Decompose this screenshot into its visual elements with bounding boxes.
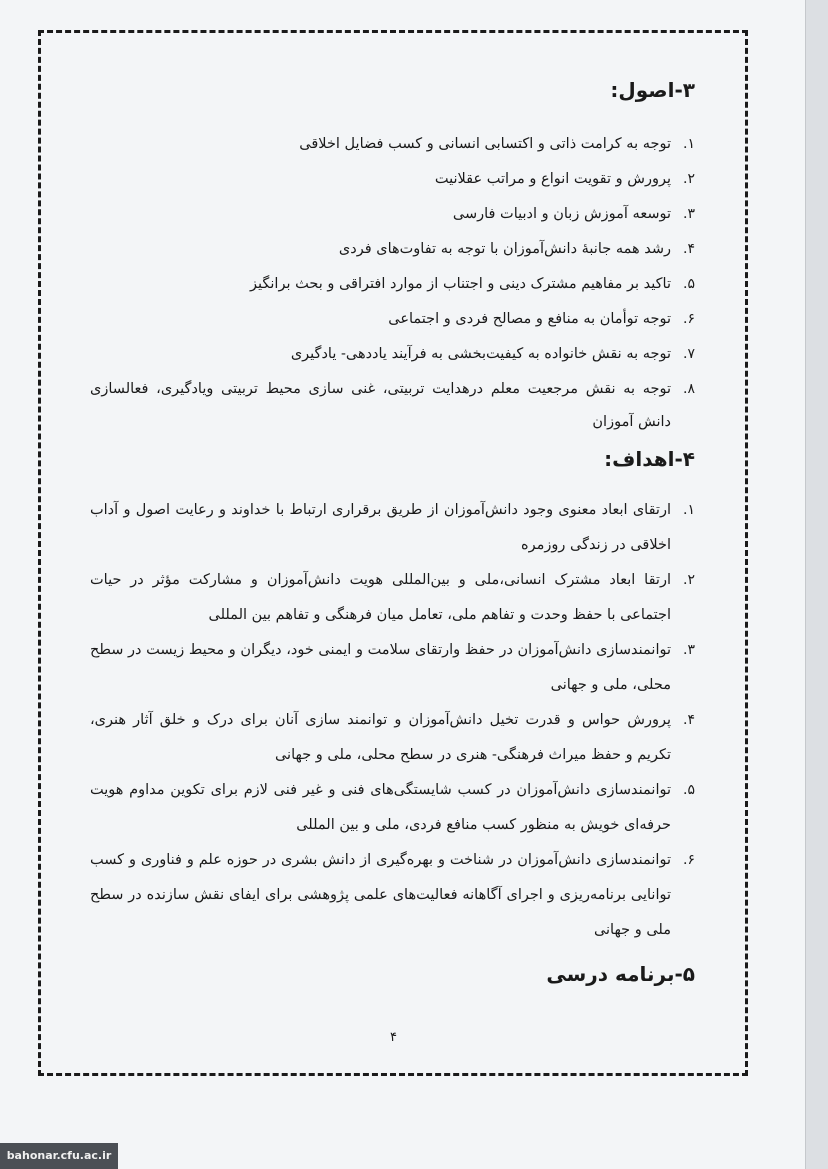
item-text: توانمندسازی دانش‌آموزان در شناخت و بهره‌گیری از دانش بشری در حوزه علم و فناوری و کسب توانایی برنامه‌ریزی و اجرای آگاهانه فعالیت‌های علمی پژوهشی برای ایفای نقش سازنده در سطح ملی و جهانی (90, 852, 671, 938)
principles-list (90, 128, 695, 439)
item-text: رشد همه جانبهٔ دانش‌آموزان با توجه به تفاوت‌های فردی (338, 241, 671, 257)
list-item (90, 303, 695, 336)
list-item (90, 493, 695, 563)
item-text: توجه به نقش خانواده به کیفیت‌بخشی به فرآیند یاددهی- یادگیری (290, 346, 671, 362)
goals-list (90, 493, 695, 948)
item-number: ۳. (683, 642, 695, 658)
list-item (90, 163, 695, 196)
page-number: ۴ (390, 1030, 397, 1045)
item-number: ۱. (683, 136, 695, 152)
list-item (90, 703, 695, 773)
item-text: توانمندسازی دانش‌آموزان در حفظ وارتقای سلامت و ایمنی خود، دیگران و محیط زیست در سطح محلی، ملی و جهانی (90, 642, 671, 693)
list-item (90, 773, 695, 843)
item-text: توسعه آموزش زبان و ادبیات فارسی (452, 206, 671, 222)
item-number: ۴. (683, 241, 695, 257)
item-text: توجه توأمان به منافع و مصالح فردی و اجتماعی (388, 311, 671, 327)
item-text: پرورش و تقویت انواع و مراتب عقلانیت (434, 171, 671, 187)
item-text: تاکید بر مفاهیم مشترک دینی و اجتناب از موارد افتراقی و بحث برانگیز (250, 276, 671, 292)
list-item (90, 633, 695, 703)
item-text: توجه به نقش مرجعیت معلم درهدایت تربیتی، غنی سازی محیط تربیتی ویادگیری، فعالسازی دانش آموزان (90, 381, 671, 430)
item-number: ۵. (683, 276, 695, 292)
section-3-heading: ۳-اصول: (610, 78, 695, 102)
item-text: توجه به کرامت ذاتی و اکتسابی انسانی و کسب فضایل اخلاقی (299, 136, 671, 152)
footer-site-badge: bahonar.cfu.ac.ir (0, 1143, 118, 1169)
item-number: ۳. (683, 206, 695, 222)
list-item (90, 563, 695, 633)
section-4-heading: ۴-اهداف: (604, 447, 695, 471)
list-item (90, 128, 695, 161)
item-number: ۵. (683, 782, 695, 798)
item-text: ارتقا ابعاد مشترک انسانی،ملی و بین‌المللی هویت دانش‌آموزان و مشارکت مؤثر در حیات اجتماعی با حفظ وحدت و تفاهم ملی، تعامل میان فرهنگی و تفاهم بین المللی (90, 572, 671, 623)
section-5-heading: ۵-برنامه درسی (546, 962, 695, 986)
list-item (90, 843, 695, 948)
item-number: ۲. (683, 572, 695, 588)
item-number: ۸. (683, 381, 695, 397)
item-text: ارتقای ابعاد معنوی وجود دانش‌آموزان از طریق برقراری ارتباط با خداوند و رعایت اصول و آداب اخلاقی در زندگی روزمره (90, 502, 671, 553)
item-number: ۶. (683, 852, 695, 868)
item-number: ۴. (683, 712, 695, 728)
item-number: ۱. (683, 502, 695, 518)
list-item (90, 198, 695, 231)
item-number: ۲. (683, 171, 695, 187)
item-number: ۷. (683, 346, 695, 362)
list-item (90, 373, 695, 439)
list-item (90, 268, 695, 301)
list-item (90, 338, 695, 371)
item-text: توانمندسازی دانش‌آموزان در کسب شایستگی‌های فنی و غیر فنی لازم برای تکوین مداوم هویت حرفه‌ای خویش به منظور کسب منافع فردی، ملی و بین المللی (90, 782, 671, 833)
list-item (90, 233, 695, 266)
scan-right-edge (805, 0, 828, 1169)
item-text: پرورش حواس و قدرت تخیل دانش‌آموزان و توانمند سازی آنان برای درک و خلق آثار هنری، تکریم و حفظ میراث فرهنگی- هنری در سطح محلی، ملی و جهانی (90, 712, 671, 763)
page-content (90, 78, 695, 986)
item-number: ۶. (683, 311, 695, 327)
